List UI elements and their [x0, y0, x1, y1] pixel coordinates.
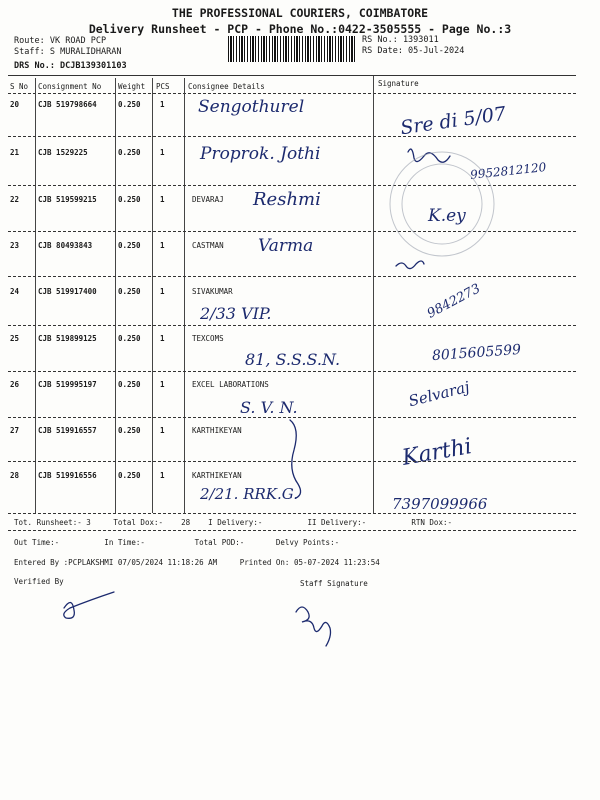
row-pcs: 1: [160, 148, 165, 157]
handwritten-signature: Sre di 5/07: [398, 102, 508, 140]
handwritten-signature: Karthi: [400, 434, 474, 471]
row-weight: 0.250: [118, 148, 141, 157]
row-pcs: 1: [160, 334, 165, 343]
row-pcs: 1: [160, 287, 165, 296]
row-consignment: CJB 519916557: [38, 426, 97, 435]
row-pcs: 1: [160, 100, 165, 109]
row-weight: 0.250: [118, 471, 141, 480]
row-consignment: CJB 519995197: [38, 380, 97, 389]
row-weight: 0.250: [118, 380, 141, 389]
row-consignment: CJB 1529225: [38, 148, 88, 157]
col-signature: Signature: [378, 79, 419, 88]
handwritten-name: Reshmi: [253, 189, 321, 210]
row-sno: 25: [10, 334, 20, 343]
row-consignment: CJB 80493843: [38, 241, 93, 250]
col-consignment: Consignment No: [38, 82, 102, 91]
staff-signature-mark: [296, 607, 331, 646]
consignee-name: DEVARAJ: [192, 195, 224, 204]
consignee-name: TEXCOMS: [192, 334, 224, 343]
handwritten-phone: 7397099966: [392, 495, 488, 513]
consignee-name: SIVAKUMAR: [192, 287, 233, 296]
drs-number: DRS No.: DCJB139301103: [14, 61, 127, 71]
row-consignment: CJB 519916556: [38, 471, 97, 480]
handwritten-name: Varma: [258, 236, 314, 256]
col-weight: Weight: [118, 82, 146, 91]
row-weight: 0.250: [118, 195, 141, 204]
staff-value: S MURALIDHARAN: [49, 47, 122, 57]
company-title: THE PROFESSIONAL COURIERS, COIMBATORE: [171, 6, 429, 20]
row-pcs: 1: [160, 241, 165, 250]
staff-signature-label: Staff Signature: [300, 579, 368, 588]
row-sno: 21: [10, 148, 20, 157]
handwritten-phone: 9952812120: [469, 160, 547, 182]
handwritten-phone: 8015605599: [431, 341, 522, 365]
route-value: VK ROAD PCP: [49, 36, 107, 46]
rs-number: RS No.: 1393011: [362, 35, 439, 45]
col-sno: S No: [10, 82, 29, 91]
entered-by: Entered By :PCPLAKSHMI 07/05/2024 11:18:26 AM Printed On: 05-07-2024 11:23:54: [14, 558, 380, 567]
handwritten-name: Proprok. Jothi: [200, 144, 321, 164]
bracket-mark: [290, 420, 301, 498]
row-pcs: 1: [160, 471, 165, 480]
consignee-name: EXCEL LABORATIONS: [192, 380, 269, 389]
handwritten-address: 2/33 VIP.: [200, 304, 272, 323]
times-row: Out Time:- In Time:- Total POD:- Delvy Points:-: [14, 538, 340, 547]
row-consignment: CJB 519899125: [38, 334, 97, 343]
consignee-name: KARTHIKEYAN: [192, 471, 242, 480]
row-sno: 26: [10, 380, 20, 389]
row-sno: 23: [10, 241, 20, 250]
row-pcs: 1: [160, 195, 165, 204]
row-consignment: CJB 519917400: [38, 287, 97, 296]
staff-label: Staff:: [14, 47, 45, 57]
row-weight: 0.250: [118, 334, 141, 343]
col-consignee: Consignee Details: [188, 82, 265, 91]
consignee-name: KARTHIKEYAN: [192, 426, 242, 435]
consignee-name: CASTMAN: [192, 241, 224, 250]
runsheet-subtitle: Delivery Runsheet - PCP - Phone No.:0422-3505555 - Page No.:3: [88, 22, 512, 36]
row-pcs: 1: [160, 426, 165, 435]
row-weight: 0.250: [118, 287, 141, 296]
handwritten-signature: K.ey: [428, 206, 466, 226]
row-sno: 27: [10, 426, 20, 435]
verified-by-label: Verified By: [14, 577, 64, 586]
verified-signature: [64, 592, 114, 618]
footer-rule: [8, 530, 576, 531]
row-sno: 28: [10, 471, 20, 480]
row-consignment: CJB 519599215: [38, 195, 97, 204]
col-pcs: PCS: [156, 82, 170, 91]
signature-scribble: [396, 261, 424, 269]
stamp-seal: [390, 152, 494, 256]
handwritten-phone: 9842273: [424, 281, 484, 322]
handwritten-address: 81, S.S.S.N.: [245, 350, 341, 369]
totals-row: Tot. Runsheet:- 3 Total Dox:- 28 I Delivery:- II Delivery:- RTN Dox:-: [14, 518, 452, 527]
route-label: Route:: [14, 36, 45, 46]
rs-date: RS Date: 05-Jul-2024: [362, 46, 465, 56]
row-sno: 20: [10, 100, 20, 109]
row-pcs: 1: [160, 380, 165, 389]
row-weight: 0.250: [118, 241, 141, 250]
row-consignment: CJB 519798664: [38, 100, 97, 109]
handwritten-signature: Selvaraj: [406, 377, 472, 411]
row-sno: 22: [10, 195, 20, 204]
handwritten-address: 2/21. RRK.G.: [200, 485, 298, 503]
row-weight: 0.250: [118, 100, 141, 109]
handwritten-name: Sengothurel: [198, 97, 305, 117]
row-weight: 0.250: [118, 426, 141, 435]
row-sno: 24: [10, 287, 20, 296]
handwritten-address: S. V. N.: [240, 398, 298, 417]
